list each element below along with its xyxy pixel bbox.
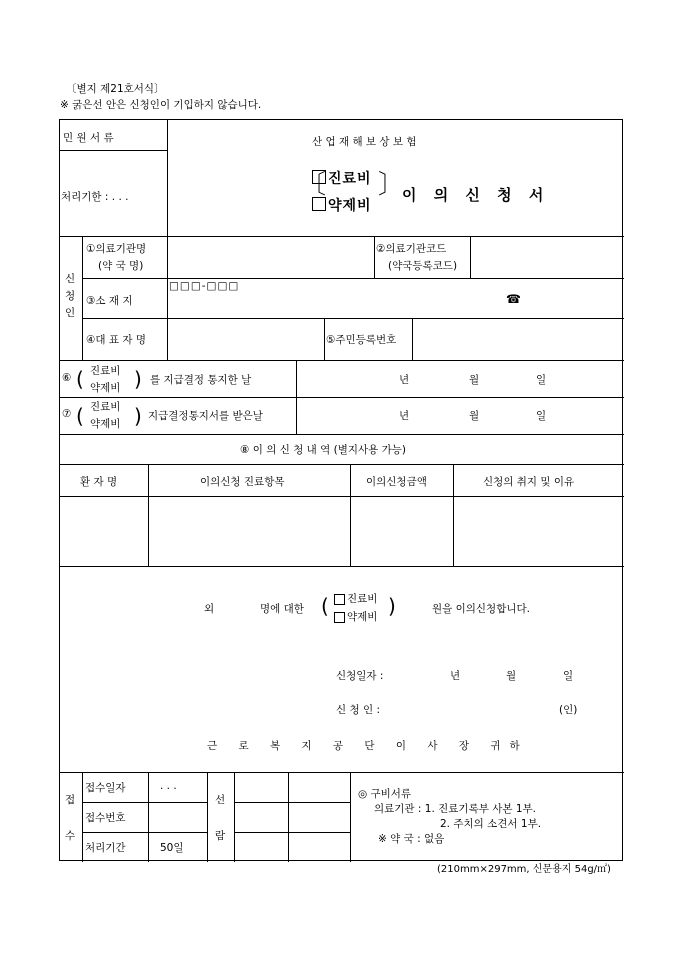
representative-label: ④대 표 자 명	[86, 334, 146, 346]
row6-number: ⑥	[62, 372, 72, 384]
review-side-1: 선	[215, 794, 226, 806]
resident-number-label: ⑤주민등록번호	[326, 334, 397, 346]
checkbox-icon[interactable]	[334, 612, 345, 623]
applicant-signature-label: 신 청 인 :	[336, 704, 380, 716]
section8-title: ⑧ 이 의 신 청 내 역 (별지사용 가능)	[240, 444, 407, 456]
row6-bracket-left: (	[76, 367, 84, 391]
instruction-note: ※ 굵은선 안은 신청인이 기입하지 않습니다.	[60, 99, 262, 111]
form-title: 이 의 신 청 서	[402, 186, 550, 204]
row6-opt1: 진료비	[90, 365, 121, 377]
option-drug-fee[interactable]: 약제비	[312, 195, 372, 215]
deadline-label: 처리기한 : . . .	[61, 191, 129, 203]
statement-bracket-left: (	[321, 594, 329, 618]
row7-label: 지급결정통지서를 받은날	[148, 410, 263, 422]
phone-icon: ☎	[506, 292, 521, 306]
statement-opt2[interactable]: 약제비	[334, 609, 377, 624]
pharmacy-code-label: (약국등록코드)	[388, 260, 458, 272]
row6-day: 일	[536, 374, 547, 386]
row6-label: 를 지급결정 통지한 날	[150, 374, 252, 386]
receipt-date-value: . . .	[160, 780, 177, 792]
insurance-name: 산 업 재 해 보 상 보 험	[312, 136, 417, 148]
row6-year: 년	[399, 374, 410, 386]
application-day: 일	[563, 670, 574, 682]
paper-spec: (210mm×297mm, 신문용지 54g/㎡)	[437, 864, 611, 875]
row7-bracket-right: )	[134, 404, 142, 428]
hospital-code-label: ②의료기관코드	[376, 243, 447, 255]
civil-doc-label: 민 원 서 류	[63, 132, 114, 144]
applicant-side-1: 신	[65, 273, 76, 285]
postal-code-boxes[interactable]: □□□-□□□	[169, 280, 240, 292]
col-claim-amount: 이의신청금액	[366, 476, 427, 488]
applicant-side-3: 인	[65, 307, 76, 319]
row7-day: 일	[536, 410, 547, 422]
option-medical-fee[interactable]: 진료비	[312, 168, 372, 188]
row7-opt1: 진료비	[90, 401, 121, 413]
pharmacy-name-label: (약 국 명)	[98, 260, 144, 272]
address-label: ③소 재 지	[86, 295, 133, 307]
checkbox-icon[interactable]	[312, 197, 326, 211]
application-year: 년	[450, 670, 461, 682]
bracket-left: 〔	[300, 170, 327, 200]
row7-bracket-left: (	[76, 404, 84, 428]
col-reason: 신청의 취지 및 이유	[483, 476, 575, 488]
form-number: 〔별지 제21호서식〕	[66, 83, 165, 95]
application-month: 월	[506, 670, 517, 682]
processing-period-label: 처리기간	[85, 842, 126, 854]
required-docs-2: 2. 주치의 소견서 1부.	[440, 818, 542, 830]
receipt-date-label: 접수일자	[85, 782, 126, 794]
required-docs-title: ◎ 구비서류	[358, 788, 412, 800]
checkbox-icon[interactable]	[334, 594, 345, 605]
statement-opt1[interactable]: 진료비	[334, 591, 377, 606]
bracket-right: 〕	[378, 170, 405, 200]
row6-month: 월	[469, 374, 480, 386]
statement-outer: 외	[204, 603, 215, 615]
row6-opt2: 약제비	[90, 382, 121, 394]
row7-year: 년	[399, 410, 410, 422]
statement-person: 명에 대한	[260, 603, 304, 615]
col-claim-items: 이의신청 진료항목	[200, 476, 285, 488]
application-date-label: 신청일자 :	[336, 670, 384, 682]
processing-period-value: 50일	[160, 842, 184, 854]
required-docs-3: ※ 약 국 : 없음	[378, 833, 445, 845]
review-side-2: 람	[215, 830, 226, 842]
row7-number: ⑦	[62, 408, 72, 420]
seal-mark: (인)	[559, 704, 578, 716]
statement-tail: 원을 이의신청합니다.	[432, 603, 530, 615]
receipt-number-label: 접수번호	[85, 812, 126, 824]
statement-bracket-right: )	[388, 594, 396, 618]
hospital-name-label: ①의료기관명	[86, 243, 147, 255]
required-docs-1: 의료기관 : 1. 진료기록부 사본 1부.	[374, 803, 536, 815]
receipt-side-1: 접	[65, 794, 76, 806]
row7-month: 월	[469, 410, 480, 422]
row6-bracket-right: )	[134, 367, 142, 391]
addressee: 근 로 복 지 공 단 이 사 장 귀하	[207, 740, 529, 752]
applicant-side-2: 청	[65, 290, 76, 302]
row7-opt2: 약제비	[90, 418, 121, 430]
receipt-side-2: 수	[65, 830, 76, 842]
checkbox-icon[interactable]	[312, 170, 326, 184]
col-patient-name: 환 자 명	[80, 476, 118, 488]
form-frame	[59, 119, 623, 861]
